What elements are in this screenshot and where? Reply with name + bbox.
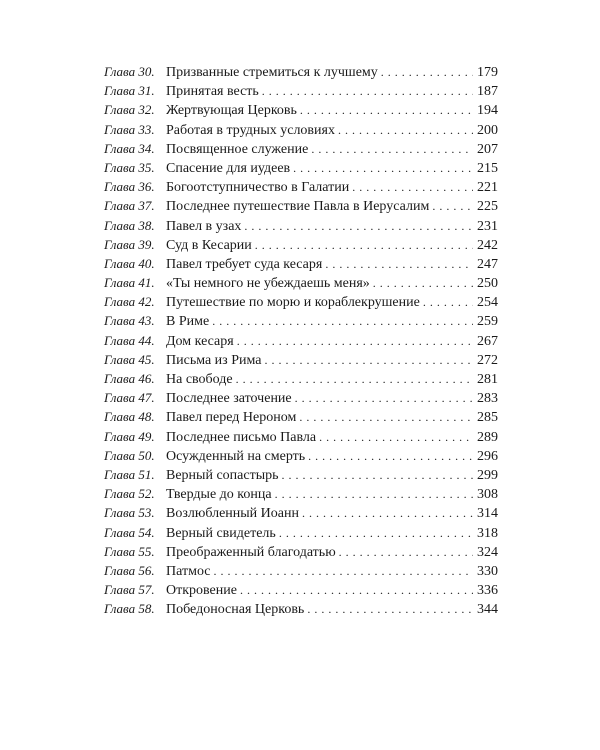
page-number: 200 xyxy=(477,122,498,138)
dot-leader xyxy=(339,543,473,562)
chapter-label: Глава 32. xyxy=(104,102,155,118)
toc-entry xyxy=(104,599,498,618)
chapter-title: Последнее письмо Павла xyxy=(166,429,317,445)
page-number: 267 xyxy=(477,333,498,349)
chapter-title: Последнее заточение xyxy=(166,391,292,407)
dot-leader xyxy=(308,447,473,466)
page-number: 254 xyxy=(477,295,498,311)
page-number: 330 xyxy=(477,563,498,579)
page-number: 207 xyxy=(477,141,498,157)
toc-entry xyxy=(104,100,498,119)
toc-entry xyxy=(104,139,498,158)
dot-leader xyxy=(373,274,473,293)
chapter-label: Глава 46. xyxy=(104,371,155,386)
chapter-title: Спасение для иудеев xyxy=(166,160,291,176)
dot-leader xyxy=(299,408,473,427)
dot-leader xyxy=(300,101,473,120)
chapter-label: Глава 43. xyxy=(104,313,155,329)
chapter-title: Павел перед Нероном xyxy=(166,410,297,426)
dot-leader xyxy=(264,351,473,370)
page-number: 314 xyxy=(477,506,498,522)
dot-leader xyxy=(295,389,473,408)
toc-entry xyxy=(104,523,498,542)
toc-entry xyxy=(104,120,498,139)
page-number: 344 xyxy=(477,602,498,618)
chapter-title: Твердые до конца xyxy=(166,487,272,503)
toc-entry xyxy=(104,292,498,311)
chapter-title: Работая в трудных условиях xyxy=(166,122,335,138)
toc-entry xyxy=(104,216,498,235)
chapter-title: На свободе xyxy=(166,372,233,387)
page-number: 221 xyxy=(477,180,498,196)
dot-leader xyxy=(244,217,473,236)
chapter-label: Глава 37. xyxy=(104,198,155,214)
dot-leader xyxy=(307,600,473,619)
toc-entry xyxy=(104,446,498,465)
page-number: 231 xyxy=(477,218,498,234)
dot-leader xyxy=(311,140,473,159)
toc-entry xyxy=(104,427,498,446)
chapter-label: Глава 45. xyxy=(104,351,155,367)
toc-entry xyxy=(104,542,498,561)
chapter-title: Павел в узах xyxy=(166,218,242,234)
chapter-label: Глава 50. xyxy=(104,447,155,463)
toc-entry xyxy=(104,561,498,580)
toc-entry xyxy=(104,503,498,522)
page-number: 285 xyxy=(477,410,498,426)
page-number: 308 xyxy=(477,487,498,503)
chapter-title: Осужденный на смерть xyxy=(166,448,306,464)
chapter-label: Глава 34. xyxy=(104,140,155,156)
chapter-label: Глава 56. xyxy=(104,562,155,578)
chapter-title: Посвященное служение xyxy=(166,141,309,157)
dot-leader xyxy=(212,312,473,331)
dot-leader xyxy=(279,524,473,543)
dot-leader xyxy=(293,159,473,178)
page-number: 242 xyxy=(477,237,498,253)
chapter-label: Глава 58. xyxy=(104,601,155,617)
chapter-label: Глава 53. xyxy=(104,505,155,521)
dot-leader xyxy=(432,197,473,216)
dot-leader xyxy=(262,82,473,101)
chapter-title: Победоносная Церковь xyxy=(166,602,305,618)
chapter-label: Глава 40. xyxy=(104,255,155,271)
page-number: 179 xyxy=(477,65,498,80)
toc-entry xyxy=(104,254,498,273)
chapter-label: Глава 33. xyxy=(104,121,155,137)
chapter-title: В Риме xyxy=(166,314,210,330)
page-number: 194 xyxy=(477,103,498,119)
page-number: 318 xyxy=(477,525,498,541)
toc-entry xyxy=(104,580,498,599)
chapter-title: Верный сопастырь xyxy=(166,467,279,483)
dot-leader xyxy=(237,332,473,351)
toc-entry xyxy=(104,158,498,177)
page-number: 187 xyxy=(477,84,498,100)
chapter-label: Глава 57. xyxy=(104,582,155,598)
chapter-label: Глава 48. xyxy=(104,409,155,425)
dot-leader xyxy=(338,121,473,140)
dot-leader xyxy=(325,255,473,274)
chapter-label: Глава 30. xyxy=(104,64,155,79)
toc-entry xyxy=(104,177,498,196)
toc-entry xyxy=(104,235,498,254)
page-number: 247 xyxy=(477,256,498,272)
dot-leader xyxy=(423,293,473,312)
chapter-label: Глава 36. xyxy=(104,179,155,195)
chapter-title: Преображенный благодатью xyxy=(166,544,336,560)
chapter-label: Глава 35. xyxy=(104,159,155,175)
chapter-title: Возлюбленный Иоанн xyxy=(166,506,299,522)
dot-leader xyxy=(282,466,474,485)
chapter-title: Павел требует суда кесаря xyxy=(166,256,323,272)
chapter-title: Патмос xyxy=(166,563,211,579)
chapter-title: Откровение xyxy=(166,583,237,599)
dot-leader xyxy=(352,178,473,197)
chapter-label: Глава 39. xyxy=(104,236,155,252)
chapter-title: Богоотступничество в Галатии xyxy=(166,180,350,196)
chapter-title: Призванные стремиться к лучшему xyxy=(166,65,378,80)
page-number: 336 xyxy=(477,583,498,599)
toc-entry xyxy=(104,388,498,407)
dot-leader xyxy=(275,485,473,504)
chapter-label: Глава 52. xyxy=(104,486,155,502)
page-number: 283 xyxy=(477,391,498,407)
dot-leader xyxy=(214,562,473,581)
page-number: 296 xyxy=(477,448,498,464)
chapter-label: Глава 55. xyxy=(104,543,155,559)
dot-leader xyxy=(240,581,473,600)
chapter-title: Последнее путешествие Павла в Иерусалим xyxy=(166,199,430,215)
toc-entry xyxy=(104,62,498,81)
page-number: 289 xyxy=(477,429,498,445)
toc-entry xyxy=(104,369,498,388)
chapter-label: Глава 51. xyxy=(104,466,155,482)
chapter-label: Глава 41. xyxy=(104,275,155,291)
page-number: 215 xyxy=(477,160,498,176)
toc-entry xyxy=(104,465,498,484)
page-number: 250 xyxy=(477,276,498,292)
toc-entry xyxy=(104,196,498,215)
chapter-label: Глава 47. xyxy=(104,390,155,406)
page-number: 272 xyxy=(477,352,498,368)
page-number: 259 xyxy=(477,314,498,330)
chapter-title: Принятая весть xyxy=(166,84,259,100)
toc-entry xyxy=(104,331,498,350)
table-of-contents xyxy=(104,62,498,618)
chapter-label: Глава 42. xyxy=(104,294,155,310)
toc-entry xyxy=(104,81,498,100)
page-number: 281 xyxy=(477,372,498,387)
dot-leader xyxy=(255,236,473,255)
toc-entry xyxy=(104,350,498,369)
chapter-title: «Ты немного не убеждаешь меня» xyxy=(166,276,370,292)
chapter-title: Жертвующая Церковь xyxy=(166,103,297,119)
chapter-title: Суд в Кесарии xyxy=(166,237,252,253)
chapter-label: Глава 44. xyxy=(104,332,155,348)
toc-entry xyxy=(104,311,498,330)
chapter-label: Глава 31. xyxy=(104,83,155,99)
dot-leader xyxy=(236,370,473,389)
chapter-label: Глава 54. xyxy=(104,524,155,540)
page-number: 299 xyxy=(477,467,498,483)
chapter-title: Дом кесаря xyxy=(166,333,234,349)
page-number: 324 xyxy=(477,544,498,560)
dot-leader xyxy=(302,504,473,523)
dot-leader xyxy=(319,428,473,447)
toc-entry xyxy=(104,273,498,292)
toc-entry xyxy=(104,484,498,503)
chapter-label: Глава 38. xyxy=(104,217,155,233)
toc-entry xyxy=(104,407,498,426)
chapter-title: Путешествие по морю и кораблекрушение xyxy=(166,295,420,311)
dot-leader xyxy=(381,63,473,82)
chapter-label: Глава 49. xyxy=(104,428,155,444)
chapter-title: Письма из Рима xyxy=(166,352,262,368)
chapter-title: Верный свидетель xyxy=(166,525,276,541)
page-number: 225 xyxy=(477,199,498,215)
